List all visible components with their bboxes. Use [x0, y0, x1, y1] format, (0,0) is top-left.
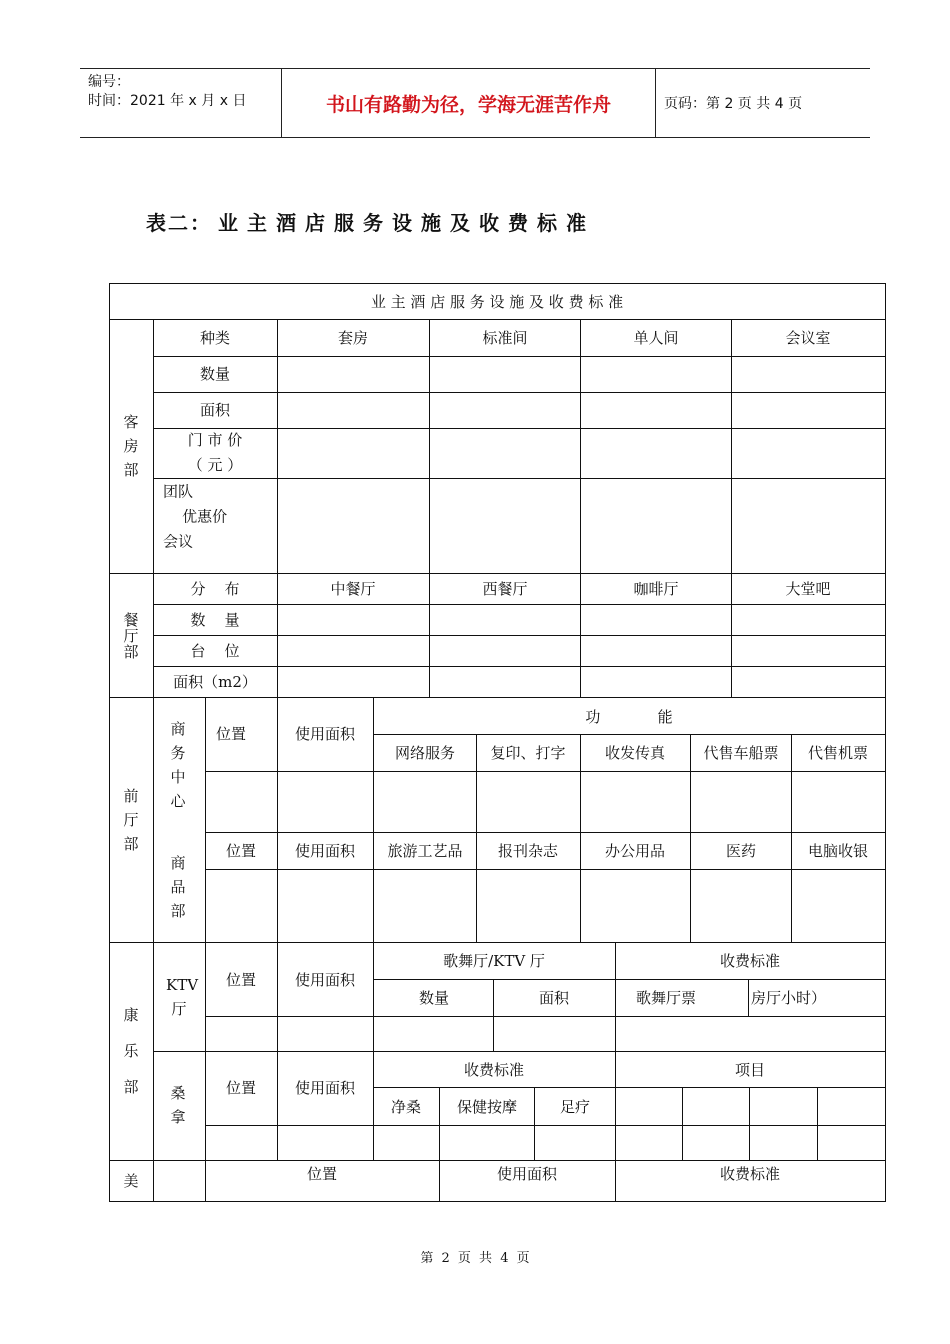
row-quantity: 数量: [199, 365, 231, 383]
header-meta: [88, 73, 246, 111]
row-rack-rate: 门 市 价 （ 元 ）: [187, 431, 243, 474]
row-header-type: 种类: [199, 329, 231, 347]
sauna-fee-standard: 收费标准: [463, 1061, 525, 1079]
fn-network-service: 网络服务: [394, 744, 456, 762]
beauty-usable-area: 使用面积: [496, 1165, 558, 1183]
ktv-dance-ticket: 歌舞厅票: [635, 989, 697, 1007]
ktv-usable-area: 使用面积: [294, 971, 356, 989]
fn-train-ship-tickets: 代售车船票: [703, 744, 779, 762]
item-crafts: 旅游工艺品: [387, 842, 463, 860]
svc-sauna: 净桑: [390, 1098, 422, 1116]
shop-position: 位置: [225, 842, 257, 860]
fn-copy-typing: 复印、打字: [490, 744, 566, 762]
title-text: 业主酒店服务设施及收费标准: [218, 211, 595, 235]
shop: 商品部: [170, 854, 186, 920]
beauty-position: 位置: [306, 1165, 338, 1183]
dept-dining: 餐厅部: [123, 611, 139, 661]
fn-air-tickets: 代售机票: [807, 744, 869, 762]
col-single-room: 单人间: [633, 329, 679, 347]
item-computer-checkout: 电脑收银: [807, 842, 869, 860]
row-dining-area: 面积（m2）: [173, 673, 257, 691]
dept-front-office: 前厅部: [123, 787, 139, 853]
sauna: 桑拿: [170, 1084, 186, 1126]
page-info: 页码：第 2 页 共 4 页: [664, 96, 803, 112]
col-suite: 套房: [337, 329, 369, 347]
bc-usable-area: 使用面积: [294, 725, 356, 743]
dept-guest-rooms: 客房部: [123, 413, 139, 479]
ktv-fee-standard: 收费标准: [719, 952, 781, 970]
col-western-restaurant: 西餐厅: [482, 580, 528, 598]
shop-usable-area: 使用面积: [294, 842, 356, 860]
page-footer: 第 2 页 共 4 页: [420, 1251, 530, 1266]
serial-label: 编号：: [88, 74, 130, 90]
sauna-usable-area: 使用面积: [294, 1079, 356, 1097]
fn-fax: 收发传真: [604, 744, 666, 762]
ktv-dance-hall: 歌舞厅/KTV 厅: [443, 952, 545, 970]
item-newspapers: 报刊杂志: [497, 842, 559, 860]
time-label: 时间：2021 年 x 月 x 日: [88, 93, 247, 109]
business-center: 商务中心: [170, 720, 186, 810]
title-prefix: 表二：: [146, 211, 212, 235]
item-medicine: 医药: [725, 842, 757, 860]
ktv-position: 位置: [225, 971, 257, 989]
svc-foot-therapy: 足疗: [559, 1098, 591, 1116]
page-header: [80, 68, 870, 138]
svc-massage: 保健按摩: [456, 1098, 518, 1116]
ktv-area: 面积: [538, 989, 570, 1007]
ktv-room-hourly: 房厅小时）: [751, 989, 827, 1007]
ktv-quantity: 数量: [418, 989, 450, 1007]
table-caption: 业 主 酒 店 服 务 设 施 及 收 费 标 准: [370, 293, 624, 311]
col-lobby-bar: 大堂吧: [785, 580, 831, 598]
row-dining-quantity: 数 量: [190, 611, 240, 629]
ktv-hall: KTV厅: [166, 976, 199, 1018]
sauna-items: 项目: [734, 1061, 766, 1079]
row-group-rate: 团队 优惠价 会议: [163, 482, 228, 551]
bc-function-header: 功 能: [585, 708, 673, 726]
col-standard-room: 标准间: [482, 329, 528, 347]
col-meeting-room: 会议室: [785, 329, 831, 347]
row-distribution: 分 布: [190, 580, 240, 598]
col-cafe: 咖啡厅: [633, 580, 679, 598]
col-chinese-restaurant: 中餐厅: [330, 580, 376, 598]
motto: 书山有路勤为径，学海无涯苦作舟: [281, 69, 656, 137]
dept-recreation: 康乐部: [123, 1006, 139, 1096]
bc-position: 位置: [215, 725, 247, 743]
table-title: [146, 207, 595, 236]
row-seats: 台 位: [190, 642, 240, 660]
beauty-fee-standard: 收费标准: [719, 1165, 781, 1183]
item-office-supplies: 办公用品: [604, 842, 666, 860]
sauna-position: 位置: [225, 1079, 257, 1097]
dept-beauty: 美: [123, 1172, 139, 1190]
row-area: 面积: [199, 401, 231, 419]
